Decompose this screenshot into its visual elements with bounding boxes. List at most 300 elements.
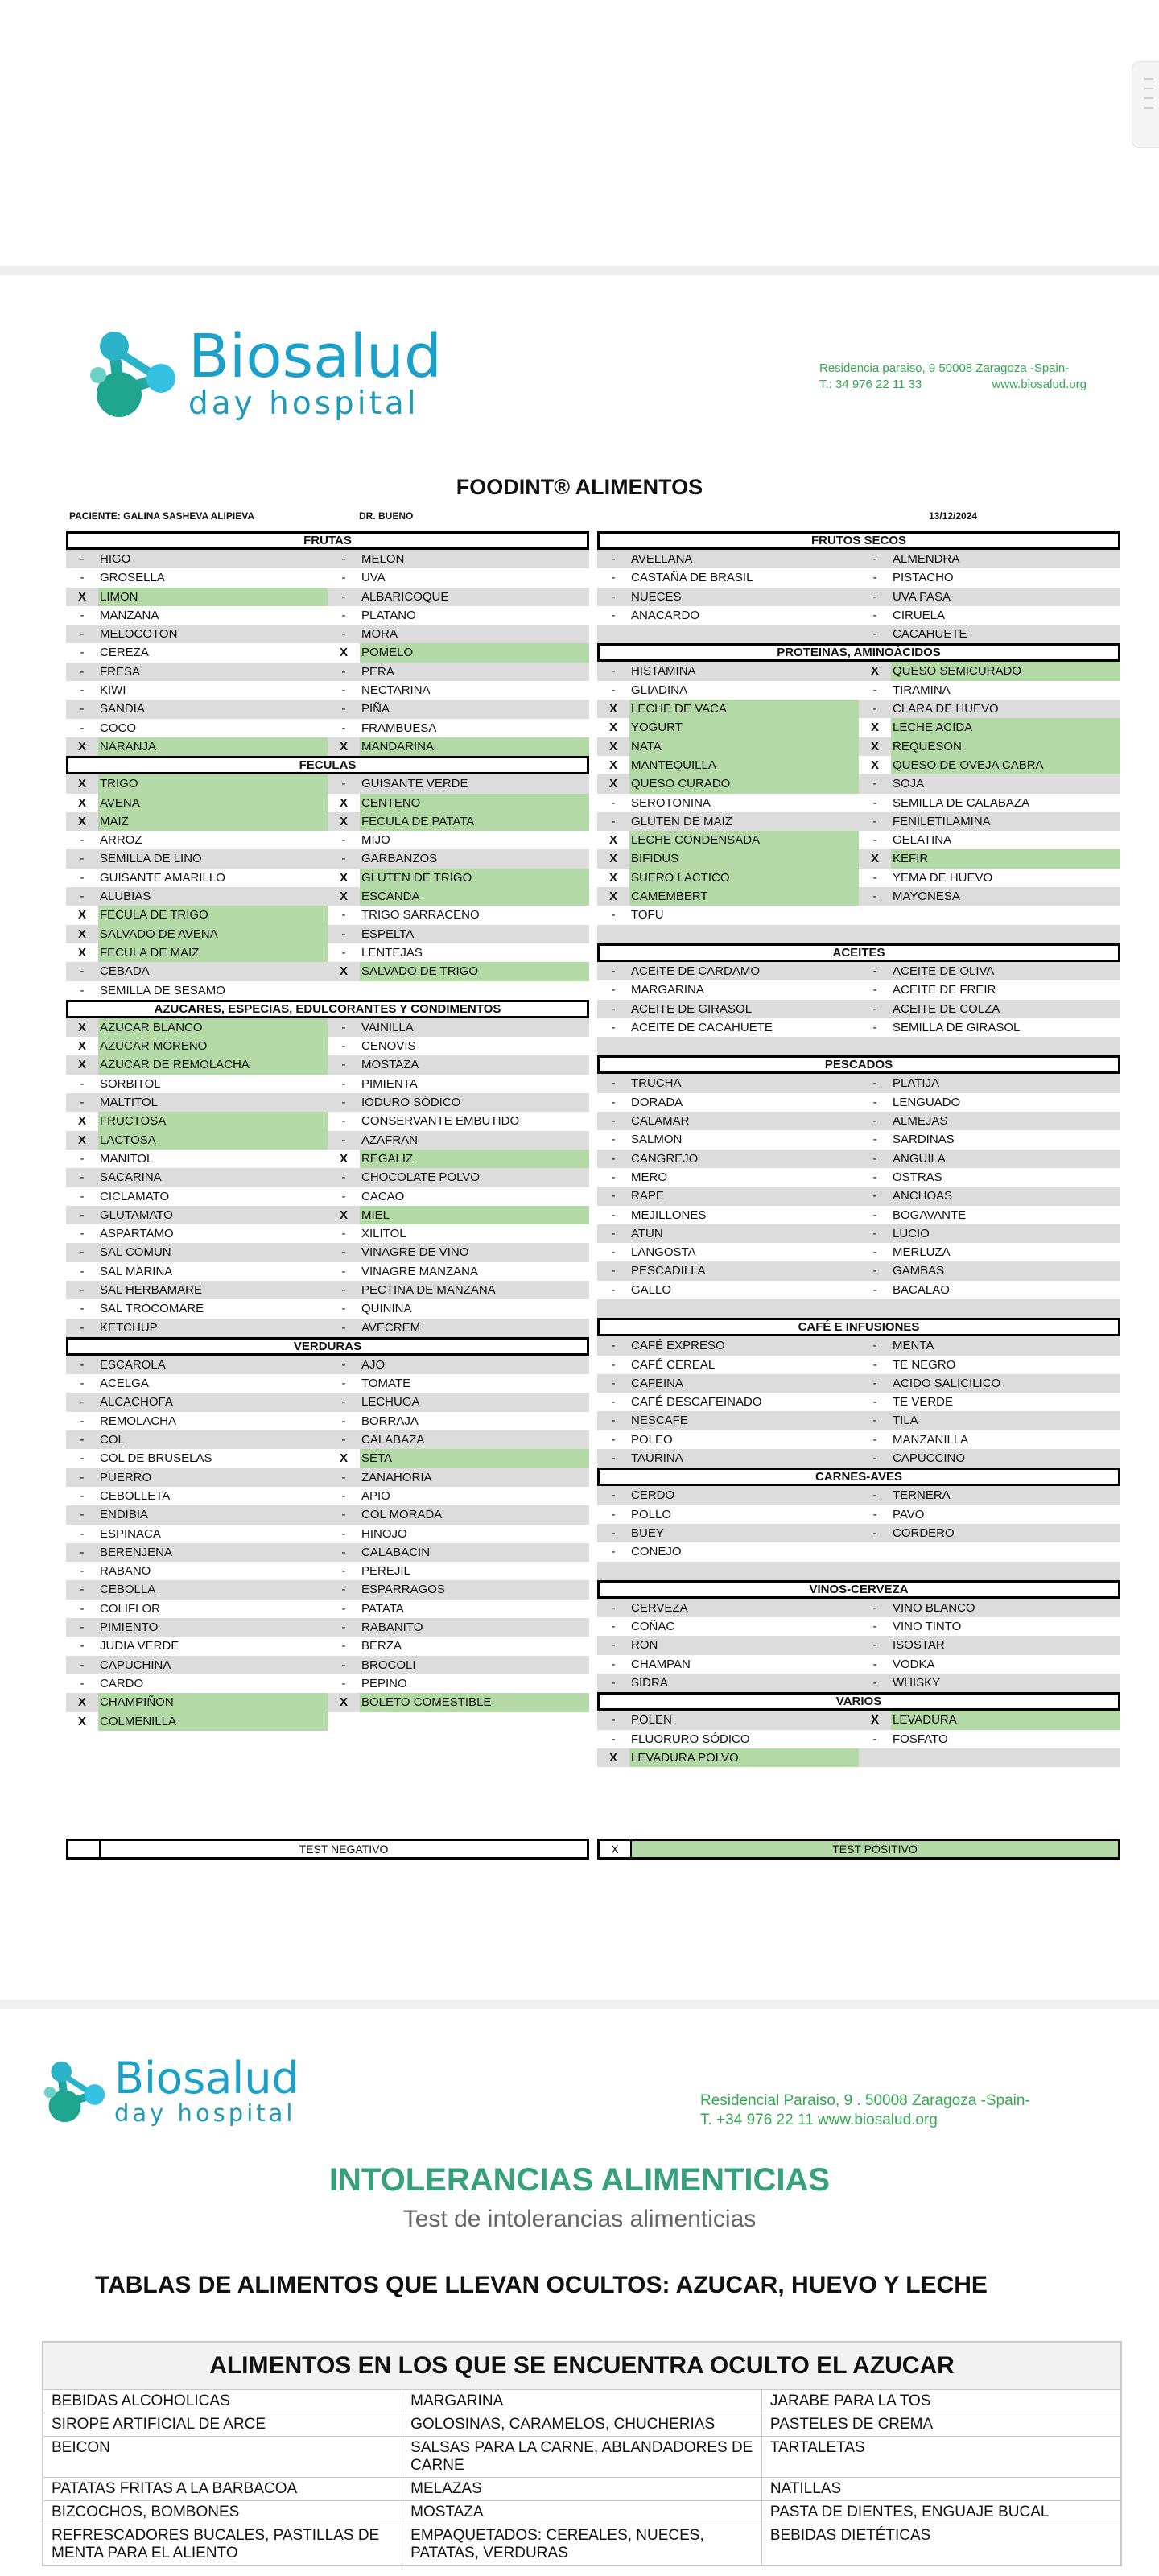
- table-cell: PATATAS FRITAS A LA BARBACOA: [43, 2478, 402, 2501]
- section-header-verduras: VERDURAS: [66, 1337, 589, 1356]
- result-mark: -: [341, 1433, 346, 1447]
- result-mark: X: [608, 777, 617, 791]
- food-item-nueces: [597, 588, 859, 606]
- food-item-guisante-amarillo: [66, 869, 328, 887]
- food-item-anguila: [859, 1150, 1120, 1168]
- food-name: ESPARRAGOS: [361, 1583, 445, 1597]
- food-name: AVELLANA: [631, 552, 693, 566]
- food-item-mandarina: [328, 737, 589, 756]
- food-name: [629, 1037, 859, 1055]
- result-mark: -: [80, 1657, 85, 1672]
- food-item-escanda: [328, 887, 589, 906]
- food-item-cafeina: [597, 1374, 859, 1393]
- food-name: COLIFLOR: [100, 1601, 161, 1616]
- result-mark: [597, 1037, 629, 1055]
- food-name: GARBANZOS: [361, 852, 438, 866]
- food-item-gambas: [859, 1261, 1120, 1280]
- food-item-empty: [859, 1748, 1120, 1767]
- result-mark: -: [872, 1507, 877, 1521]
- food-item-leche-de-vaca: [597, 700, 859, 718]
- result-mark: -: [872, 1600, 877, 1615]
- food-name: FECULA DE TRIGO: [98, 906, 328, 924]
- food-name: [891, 1562, 1120, 1580]
- food-name: HISTAMINA: [631, 664, 696, 679]
- food-name: CEBADA: [100, 964, 150, 979]
- food-name: TERNERA: [893, 1488, 951, 1503]
- food-item-empty: [859, 1037, 1120, 1055]
- food-item-rabanito: [328, 1618, 589, 1637]
- result-mark: -: [611, 552, 616, 566]
- food-name: NESCAFE: [631, 1414, 688, 1428]
- result-mark: -: [611, 589, 616, 604]
- food-item-hinojo: [328, 1525, 589, 1543]
- result-mark: X: [608, 702, 617, 716]
- food-item-mayonesa: [859, 887, 1120, 906]
- food-item-camembert: [597, 887, 859, 906]
- report-title: FOODINT® ALIMENTOS: [456, 475, 703, 499]
- result-mark: X: [339, 795, 348, 810]
- food-item-cordero: [859, 1524, 1120, 1542]
- food-item-empty: [597, 1037, 859, 1055]
- result-mark: [859, 1562, 891, 1580]
- report-address: [819, 361, 1087, 393]
- result-mark: X: [608, 1750, 617, 1765]
- food-name: ACEITE DE OLIVA: [893, 964, 995, 978]
- result-mark: -: [80, 1414, 85, 1428]
- food-name: QUESO DE OVEJA CABRA: [891, 756, 1120, 774]
- biosalud-logo-small: [42, 2054, 299, 2127]
- food-row: [597, 1730, 1120, 1748]
- food-name: [891, 1299, 1120, 1318]
- food-name: AZUCAR BLANCO: [98, 1018, 328, 1037]
- section-header-varios: VARIOS: [597, 1692, 1120, 1711]
- food-row: [66, 1206, 589, 1224]
- food-name: ESCAROLA: [100, 1357, 166, 1372]
- food-row: [597, 1356, 1120, 1374]
- food-row: [66, 1543, 589, 1562]
- result-mark: -: [872, 1414, 877, 1428]
- result-mark: -: [872, 1638, 877, 1653]
- food-name: FECULA DE PATATA: [360, 812, 589, 831]
- food-item-ioduro-sodico: [328, 1093, 589, 1112]
- result-mark: -: [341, 627, 346, 642]
- food-item-gliadina: [597, 681, 859, 700]
- food-name: TILA: [893, 1414, 918, 1428]
- result-mark: X: [870, 739, 879, 753]
- food-name: [629, 925, 859, 943]
- result-mark: -: [341, 1470, 346, 1484]
- hidden-sugar-table: [42, 2341, 1122, 2566]
- food-name: REGALIZ: [360, 1150, 589, 1168]
- table-cell: MELAZAS: [402, 2478, 762, 2501]
- section-header-pescados: PESCADOS: [597, 1055, 1120, 1074]
- result-mark: -: [872, 1076, 877, 1091]
- result-mark: -: [872, 1189, 877, 1203]
- food-name: OSTRAS: [893, 1170, 942, 1184]
- result-mark: -: [872, 1001, 877, 1016]
- food-name: SALVADO DE TRIGO: [360, 962, 589, 980]
- result-mark: -: [80, 1451, 85, 1466]
- food-name: CENOVIS: [361, 1039, 416, 1054]
- food-row: [597, 625, 1120, 643]
- result-mark: -: [872, 833, 877, 848]
- food-name: AZUCAR MORENO: [98, 1037, 328, 1055]
- result-mark: -: [341, 571, 346, 585]
- food-item-empty: [597, 1299, 859, 1318]
- section-header-proteinas-aminoacidos: PROTEINAS, AMINOÁCIDOS: [597, 643, 1120, 662]
- result-mark: -: [872, 1226, 877, 1241]
- food-name: XILITOL: [361, 1227, 406, 1241]
- result-mark: -: [80, 627, 85, 642]
- food-item-tiramina: [859, 681, 1120, 700]
- food-name: SANDIA: [100, 702, 145, 716]
- result-mark: -: [611, 1245, 616, 1260]
- food-item-cereza: [66, 643, 328, 662]
- food-row: [597, 794, 1120, 812]
- result-mark: -: [611, 664, 616, 679]
- biosalud-logo: [87, 322, 442, 423]
- result-mark: -: [872, 1151, 877, 1166]
- page-separator: [0, 266, 1159, 275]
- food-row: [66, 831, 589, 849]
- food-item-ajo: [328, 1356, 589, 1374]
- food-name: SEROTONINA: [631, 795, 711, 810]
- result-mark: X: [608, 890, 617, 904]
- food-name: RABANO: [100, 1564, 151, 1579]
- food-item-mijo: [328, 831, 589, 849]
- food-row: [597, 1636, 1120, 1654]
- food-name: MANITOL: [100, 1151, 154, 1166]
- result-mark: -: [80, 1488, 85, 1503]
- food-row: [597, 1112, 1120, 1130]
- food-name: CANGREJO: [631, 1151, 699, 1166]
- result-mark: -: [80, 1227, 85, 1241]
- address-line-1: Residencia paraiso, 9 50008 Zaragoza -Spain-: [819, 361, 1070, 375]
- food-name: VINO BLANCO: [893, 1600, 975, 1615]
- food-item-bacalao: [859, 1281, 1120, 1299]
- food-item-gluten-de-maiz: [597, 812, 859, 831]
- food-name: FRAMBUESA: [361, 720, 437, 735]
- food-item-vodka: [859, 1655, 1120, 1674]
- food-row: [597, 1655, 1120, 1674]
- food-item-quinina: [328, 1299, 589, 1318]
- food-name: SORBITOL: [100, 1076, 161, 1091]
- food-row: [66, 1430, 589, 1449]
- food-row: [597, 1168, 1120, 1187]
- food-item-gallo: [597, 1281, 859, 1299]
- food-name: ACIDO SALICILICO: [893, 1376, 1001, 1390]
- food-row: [597, 887, 1120, 906]
- result-mark: -: [872, 870, 877, 885]
- food-row: [597, 1542, 1120, 1561]
- food-name: MAIZ: [98, 812, 328, 831]
- food-item-seta: [328, 1449, 589, 1468]
- food-item-vino-blanco: [859, 1599, 1120, 1617]
- result-mark: -: [341, 608, 346, 622]
- food-row: [66, 1505, 589, 1524]
- result-mark: -: [611, 1488, 616, 1503]
- food-name: CORDERO: [893, 1525, 955, 1540]
- result-mark: -: [611, 1170, 616, 1184]
- result-mark: -: [611, 1713, 616, 1728]
- result-mark: X: [339, 814, 348, 828]
- page2-address: [700, 2091, 1030, 2130]
- result-mark: -: [80, 571, 85, 585]
- food-name: BERZA: [361, 1639, 402, 1653]
- result-mark: -: [341, 1508, 346, 1522]
- food-row: [597, 718, 1120, 737]
- result-mark: -: [80, 1076, 85, 1091]
- food-row: [66, 1281, 589, 1299]
- viewer-top-area: [0, 0, 1159, 266]
- result-mark: -: [341, 1564, 346, 1579]
- food-name: ZANAHORIA: [361, 1470, 432, 1484]
- result-mark: -: [611, 1525, 616, 1540]
- food-row: [66, 1018, 589, 1037]
- food-name: SETA: [360, 1449, 589, 1468]
- food-item-kefir: [859, 849, 1120, 868]
- food-name: CASTAÑA DE BRASIL: [631, 571, 753, 585]
- section-header-carnes-aves: CARNES-AVES: [597, 1468, 1120, 1486]
- food-item-sorbitol: [66, 1075, 328, 1093]
- result-mark: -: [80, 1545, 85, 1559]
- result-mark: -: [611, 683, 616, 697]
- food-item-empty: [597, 625, 859, 643]
- food-name: KIWI: [100, 683, 126, 698]
- result-mark: -: [341, 552, 346, 566]
- food-item-leche-acida: [859, 718, 1120, 737]
- food-item-avena: [66, 794, 328, 812]
- food-item-ternera: [859, 1486, 1120, 1505]
- food-row: [66, 719, 589, 737]
- food-item-ciclamato: [66, 1187, 328, 1206]
- food-name: VINO TINTO: [893, 1620, 962, 1634]
- food-name: BOLETO COMESTIBLE: [360, 1693, 589, 1711]
- food-item-cacahuete: [859, 625, 1120, 643]
- report-date: 13/12/2024: [929, 510, 978, 522]
- food-name: VODKA: [893, 1657, 935, 1671]
- food-name: COLMENILLA: [98, 1712, 328, 1731]
- food-item-requeson: [859, 737, 1120, 756]
- food-row: [66, 887, 589, 906]
- food-item-col-morada: [328, 1505, 589, 1524]
- food-name: CICLAMATO: [100, 1189, 170, 1203]
- result-mark: -: [611, 964, 616, 978]
- food-row: [597, 737, 1120, 756]
- result-mark: -: [80, 1526, 85, 1541]
- food-row: [597, 1374, 1120, 1393]
- food-row: [597, 1393, 1120, 1411]
- table-row: [43, 2390, 1121, 2413]
- food-name: CALABACIN: [361, 1545, 431, 1559]
- result-mark: -: [611, 571, 616, 585]
- food-name: MENTA: [893, 1339, 934, 1353]
- food-name: FRESA: [100, 664, 141, 679]
- food-item-fructosa: [66, 1112, 328, 1130]
- food-name: MARGARINA: [631, 983, 704, 997]
- food-item-pimienta: [328, 1075, 589, 1093]
- food-row: [66, 1112, 589, 1130]
- food-name: CAFEINA: [631, 1376, 684, 1390]
- food-item-manzana: [66, 606, 328, 625]
- result-mark: X: [77, 1039, 86, 1054]
- test-positive-box: [597, 1839, 1120, 1860]
- doctor-name: DR. BUENO: [359, 510, 414, 522]
- food-name: SEMILLA DE SESAMO: [100, 983, 225, 997]
- result-mark: -: [341, 1488, 346, 1503]
- section-header-frutos-secos: FRUTOS SECOS: [597, 531, 1120, 550]
- food-row: [597, 1093, 1120, 1112]
- result-mark: -: [872, 1432, 877, 1447]
- result-mark: X: [608, 833, 617, 848]
- result-mark: -: [611, 1339, 616, 1353]
- food-name: [891, 925, 1120, 943]
- food-item-melon: [328, 550, 589, 568]
- food-item-polen: [597, 1711, 859, 1729]
- food-item-patata: [328, 1600, 589, 1618]
- result-mark: -: [872, 1282, 877, 1297]
- result-mark: -: [611, 1507, 616, 1521]
- food-row: [597, 869, 1120, 887]
- result-mark: -: [872, 814, 877, 828]
- food-item-pera: [328, 663, 589, 681]
- food-item-fresa: [66, 663, 328, 681]
- result-mark: -: [872, 702, 877, 716]
- result-mark: X: [77, 1114, 86, 1129]
- food-row: [66, 849, 589, 868]
- food-name: POMELO: [360, 643, 589, 662]
- food-item-taurina: [597, 1449, 859, 1468]
- food-item-azucar-de-remolacha: [66, 1055, 328, 1074]
- food-item-uva-pasa: [859, 588, 1120, 606]
- food-name: [891, 1037, 1120, 1055]
- food-row: [66, 1393, 589, 1411]
- food-item-mejillones: [597, 1206, 859, 1224]
- result-mark: X: [870, 720, 879, 735]
- result-mark: -: [341, 1526, 346, 1541]
- result-mark: -: [872, 1264, 877, 1278]
- result-mark: X: [870, 852, 879, 866]
- food-item-lenguado: [859, 1093, 1120, 1112]
- food-item-cebada: [66, 962, 328, 980]
- food-name: PIMIENTA: [361, 1076, 418, 1091]
- result-mark: -: [872, 1488, 877, 1503]
- section-header-vinos-cerveza: VINOS-CERVEZA: [597, 1580, 1120, 1599]
- food-name: GALLO: [631, 1282, 672, 1297]
- food-row: [597, 662, 1120, 680]
- food-row: [597, 1674, 1120, 1692]
- food-name: CLARA DE HUEVO: [893, 702, 999, 716]
- food-item-uva: [328, 568, 589, 587]
- food-name: APIO: [361, 1488, 390, 1503]
- food-item-cardo: [66, 1674, 328, 1693]
- result-mark: X: [339, 964, 348, 979]
- result-mark: -: [611, 608, 616, 622]
- food-name: MORA: [361, 627, 398, 642]
- patient-name: PACIENTE: GALINA SASHEVA ALIPIEVA: [69, 510, 255, 522]
- food-row: [597, 1206, 1120, 1224]
- food-item-sacarina: [66, 1168, 328, 1187]
- result-mark: X: [77, 795, 86, 810]
- left-food-column: [66, 531, 589, 1731]
- food-name: AZAFRAN: [361, 1133, 419, 1147]
- food-item-lucio: [859, 1224, 1120, 1243]
- result-mark: -: [872, 1732, 877, 1746]
- food-name: SEMILLA DE GIRASOL: [893, 1020, 1021, 1034]
- food-row: [66, 1693, 589, 1711]
- food-row: [597, 1187, 1120, 1205]
- result-mark: -: [80, 646, 85, 660]
- food-row: [66, 1262, 589, 1281]
- result-mark: -: [341, 833, 346, 848]
- food-name: POLEO: [631, 1432, 673, 1447]
- food-name: CAMEMBERT: [629, 887, 859, 906]
- result-mark: -: [872, 1525, 877, 1540]
- food-row: [66, 1187, 589, 1206]
- result-mark: -: [611, 1095, 616, 1109]
- food-name: MAYONESA: [893, 890, 960, 904]
- food-item-castana-de-brasil: [597, 568, 859, 587]
- food-name: LEVADURA POLVO: [629, 1748, 859, 1767]
- result-mark: -: [80, 1583, 85, 1597]
- viewer-scroll-handle[interactable]: [1132, 61, 1159, 148]
- result-mark: -: [872, 1208, 877, 1222]
- test-negative-label: TEST NEGATIVO: [299, 1843, 389, 1856]
- food-name: MANTEQUILLA: [629, 756, 859, 774]
- result-mark: -: [872, 1676, 877, 1690]
- food-name: [629, 625, 859, 643]
- table-row: [43, 2413, 1121, 2437]
- food-name: QUESO SEMICURADO: [891, 662, 1120, 680]
- food-row: [66, 737, 589, 756]
- food-row: [597, 925, 1120, 943]
- result-mark: -: [341, 1189, 346, 1203]
- food-name: SUERO LACTICO: [629, 869, 859, 887]
- food-row: [66, 663, 589, 681]
- result-mark: -: [611, 1600, 616, 1615]
- section-header-azucares-especias-edulcorantes-y-condimentos: AZUCARES, ESPECIAS, EDULCORANTES Y CONDIMENTOS: [66, 1000, 589, 1018]
- food-item-cerveza: [597, 1599, 859, 1617]
- food-name: ISOSTAR: [893, 1638, 945, 1653]
- food-name: BORRAJA: [361, 1414, 419, 1428]
- result-mark: -: [80, 1245, 85, 1260]
- food-row: [597, 1430, 1120, 1449]
- section-header-feculas: FECULAS: [66, 756, 589, 774]
- food-row: [597, 1599, 1120, 1617]
- result-mark: [859, 1542, 891, 1561]
- food-name: HINOJO: [361, 1526, 407, 1541]
- food-item-champan: [597, 1655, 859, 1674]
- result-mark: -: [80, 608, 85, 622]
- result-mark: -: [80, 1601, 85, 1616]
- result-mark: -: [341, 1639, 346, 1653]
- food-name: MELOCOTON: [100, 627, 178, 642]
- food-name: PESCADILLA: [631, 1264, 706, 1278]
- food-name: SARDINAS: [893, 1133, 955, 1147]
- food-name: TOFU: [631, 908, 664, 923]
- food-name: [891, 1542, 1120, 1561]
- food-name: SAL TROCOMARE: [100, 1302, 204, 1316]
- food-name: PEREJIL: [361, 1564, 410, 1579]
- result-mark: [859, 1037, 891, 1055]
- table-cell: JARABE PARA LA TOS: [761, 2390, 1121, 2413]
- table-cell: GOLOSINAS, CARAMELOS, CHUCHERIAS: [402, 2413, 762, 2437]
- food-row: [597, 906, 1120, 924]
- food-name: MERLUZA: [893, 1245, 951, 1260]
- result-mark: -: [80, 702, 85, 716]
- result-mark: [597, 925, 629, 943]
- molecule-logo-icon: [42, 2054, 109, 2127]
